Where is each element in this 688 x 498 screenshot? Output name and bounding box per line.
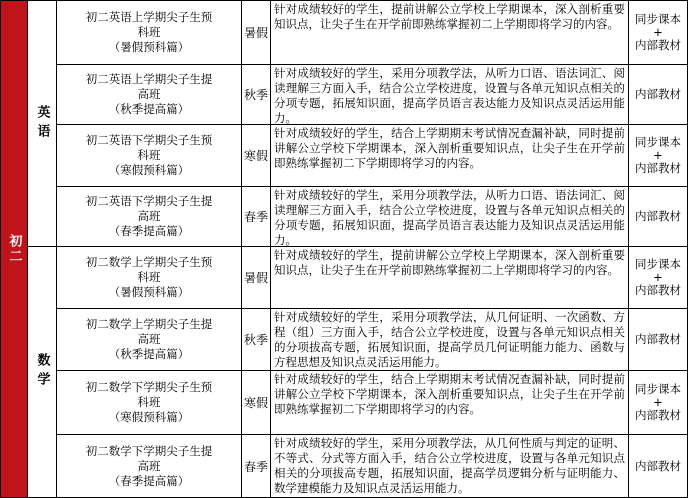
course-name-line: （寒假预科篇） bbox=[108, 410, 190, 424]
course-materials bbox=[628, 308, 688, 371]
course-name bbox=[56, 64, 242, 125]
course-name-line: 初二英语上学期尖子生预 bbox=[85, 10, 213, 24]
course-description: 针对成绩较好的学生，采用分项教学法，从听力口语、语法词汇、阅读理解三方面入手，结合公立学校进度，设置与各单元知识点相关的分项专题，拓展知识面，提高学员语言表达能力及知识点灵活运用能力。 bbox=[270, 186, 629, 247]
course-name-line: 初二数学下学期尖子生提 bbox=[85, 443, 213, 458]
course-name-line: 初二英语下学期尖子生提 bbox=[85, 194, 213, 208]
course-description: 针对成绩较好的学生，结合上学期期末考试情况查漏补缺，同时提前讲解公立学校下学期课本，深入剖析重要知识点，让尖子生在开学前即熟练掌握初二下学期即将学习的内容。 bbox=[270, 124, 629, 187]
material-line: + bbox=[653, 395, 663, 409]
subject-cell: 数学 bbox=[27, 246, 57, 498]
course-description: 针对成绩较好的学生，提前讲解公立学校上学期课本，深入剖析重要知识点，让尖子生在开学前即熟练掌握初二上学期即将学习的内容。 bbox=[270, 246, 629, 309]
course-materials bbox=[628, 434, 688, 498]
course-name-line: （秋季提高篇） bbox=[108, 102, 190, 116]
course-name-line: （春季提高篇） bbox=[108, 473, 190, 488]
course-name bbox=[56, 246, 242, 309]
course-description: 针对成绩较好的学生，提前讲解公立学校上学期课本，深入剖析重要知识点，让尖子生在开学前即熟练掌握初二上学期即将学习的内容。 bbox=[270, 0, 629, 65]
course-name-line: （暑假预科篇） bbox=[108, 285, 190, 299]
course-name-line: 高班 bbox=[137, 332, 161, 346]
material-line: 内部教材 bbox=[635, 283, 681, 297]
course-name-line: 初二数学下学期尖子生预 bbox=[85, 380, 213, 394]
course-description: 针对成绩较好的学生，采用分项教学法，从听力口语、语法词汇、阅读理解三方面入手，结合公立学校进度，设置与各单元知识点相关的分项专题，拓展知识面，提高学员语言表达能力及知识点灵活运用能力。 bbox=[270, 64, 629, 125]
material-line: 内部教材 bbox=[635, 458, 681, 473]
course-term: 暑假 bbox=[241, 0, 271, 65]
course-term: 春季 bbox=[241, 434, 271, 498]
course-materials bbox=[628, 0, 688, 65]
course-name-line: （寒假预科篇） bbox=[108, 163, 190, 177]
material-line: 内部教材 bbox=[635, 161, 681, 175]
subject-cell: 英语 bbox=[27, 0, 57, 247]
course-materials bbox=[628, 186, 688, 247]
material-line: 内部教材 bbox=[635, 408, 681, 422]
course-name-line: （秋季提高篇） bbox=[108, 347, 190, 361]
material-line: 同步课本 bbox=[635, 382, 681, 396]
course-name-line: （春季提高篇） bbox=[108, 224, 190, 238]
course-name-line: 科班 bbox=[137, 395, 161, 409]
course-description: 针对成绩较好的学生，采用分项教学法，从几何性质与判定的证明、不等式、分式等方面入手，结合公立学校进度，设置与各单元知识点相关的分项拔高专题，拓展知识面，提高学员逻辑分析与证明能力、数学建模能力及知识点灵活运用能力。 bbox=[270, 434, 629, 498]
course-name-line: 初二数学上学期尖子生提 bbox=[85, 317, 213, 331]
course-materials bbox=[628, 370, 688, 435]
course-name-line: 高班 bbox=[137, 87, 161, 101]
material-line: 内部教材 bbox=[635, 209, 681, 223]
material-line: 同步课本 bbox=[635, 257, 681, 271]
course-name bbox=[56, 370, 242, 435]
material-line: 同步课本 bbox=[635, 135, 681, 149]
course-term: 秋季 bbox=[241, 64, 271, 125]
course-name-line: 初二英语下学期尖子生预 bbox=[85, 133, 213, 147]
material-line: + bbox=[653, 25, 663, 39]
course-term: 春季 bbox=[241, 186, 271, 247]
course-description: 针对成绩较好的学生，结合上学期期末考试情况查漏补缺，同时提前讲解公立学校下学期课本，深入剖析重要知识点，让尖子生在开学前即熟练掌握初二下学期即将学习的内容。 bbox=[270, 370, 629, 435]
material-line: + bbox=[653, 270, 663, 284]
course-name-line: 科班 bbox=[137, 148, 161, 162]
course-name-line: 初二英语上学期尖子生提 bbox=[85, 72, 213, 86]
course-name-line: 初二数学上学期尖子生预 bbox=[85, 255, 213, 269]
course-materials bbox=[628, 124, 688, 187]
course-name-line: 高班 bbox=[137, 209, 161, 223]
material-line: 内部教材 bbox=[635, 38, 681, 52]
course-name bbox=[56, 124, 242, 187]
course-name bbox=[56, 308, 242, 371]
grade-cell: 初二 bbox=[0, 0, 28, 498]
course-name bbox=[56, 186, 242, 247]
course-description: 针对成绩较好的学生，采用分项教学法，从几何证明、一次函数、方程（组）三方面入手，结合公立学校进度，设置与各单元知识点相关的分项拔高专题，拓展知识面，提高学员几何证明能力能力、函数与方程思想及知识点灵活运用能力。 bbox=[270, 308, 629, 371]
course-name bbox=[56, 0, 242, 65]
course-name-line: 科班 bbox=[137, 270, 161, 284]
material-line: 内部教材 bbox=[635, 87, 681, 101]
material-line: + bbox=[653, 148, 663, 162]
course-name-line: 高班 bbox=[137, 458, 161, 473]
course-term: 秋季 bbox=[241, 308, 271, 371]
course-materials bbox=[628, 246, 688, 309]
course-term: 寒假 bbox=[241, 124, 271, 187]
course-term: 暑假 bbox=[241, 246, 271, 309]
course-name bbox=[56, 434, 242, 498]
material-line: 同步课本 bbox=[635, 12, 681, 26]
course-name-line: 科班 bbox=[137, 25, 161, 39]
course-term: 寒假 bbox=[241, 370, 271, 435]
course-materials bbox=[628, 64, 688, 125]
material-line: 内部教材 bbox=[635, 332, 681, 346]
course-name-line: （暑假预科篇） bbox=[108, 40, 190, 54]
